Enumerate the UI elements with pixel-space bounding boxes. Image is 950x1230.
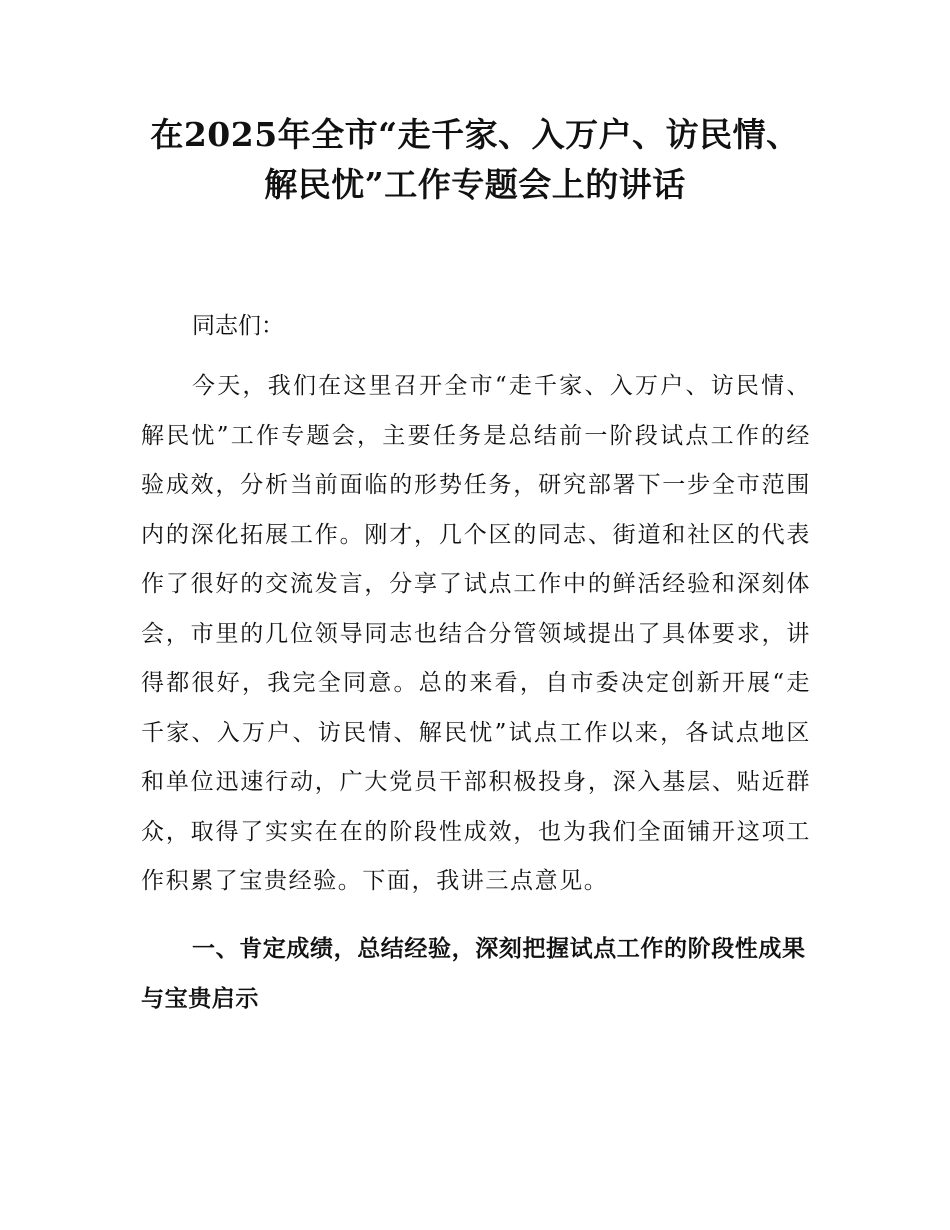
section-1-heading: 一、肯定成绩，总结经验，深刻把握试点工作的阶段性成果与宝贵启示 — [141, 936, 806, 1012]
speech-title — [120, 110, 830, 210]
opening-paragraph: 今天，我们在这里召开全市“走千家、入万户、访民情、解民忧”工作专题会，主要任务是总结前一阶段试点工作的经验成效，分析当前面临的形势任务，研究部署下一步全市范围内的深化拓展工作。刚才，几个区的同志、街道和社区的代表作了很好的交流发言，分享了试点工作中的鲜活经验和深刻体会，市里的几位领导同志也结合分管领域提出了具体要求，讲得都很好，我完全同意。总的来看，自市委决定创新开展“走千家、入万户、访民情、解民忧”试点工作以来，各试点地区和单位迅速行动，广大党员干部积极投身，深入基层、贴近群众，取得了实实在在的阶段性成效，也为我们全面铺开这项工作积累了宝贵经验。下面，我讲三点意见。 — [141, 373, 811, 894]
title-line-1: 在2025年全市“走千家、入万户、访民情、 — [150, 115, 800, 154]
title-line-2: 解民忧”工作专题会上的讲话 — [264, 165, 686, 204]
salutation: 同志们： — [192, 313, 284, 339]
